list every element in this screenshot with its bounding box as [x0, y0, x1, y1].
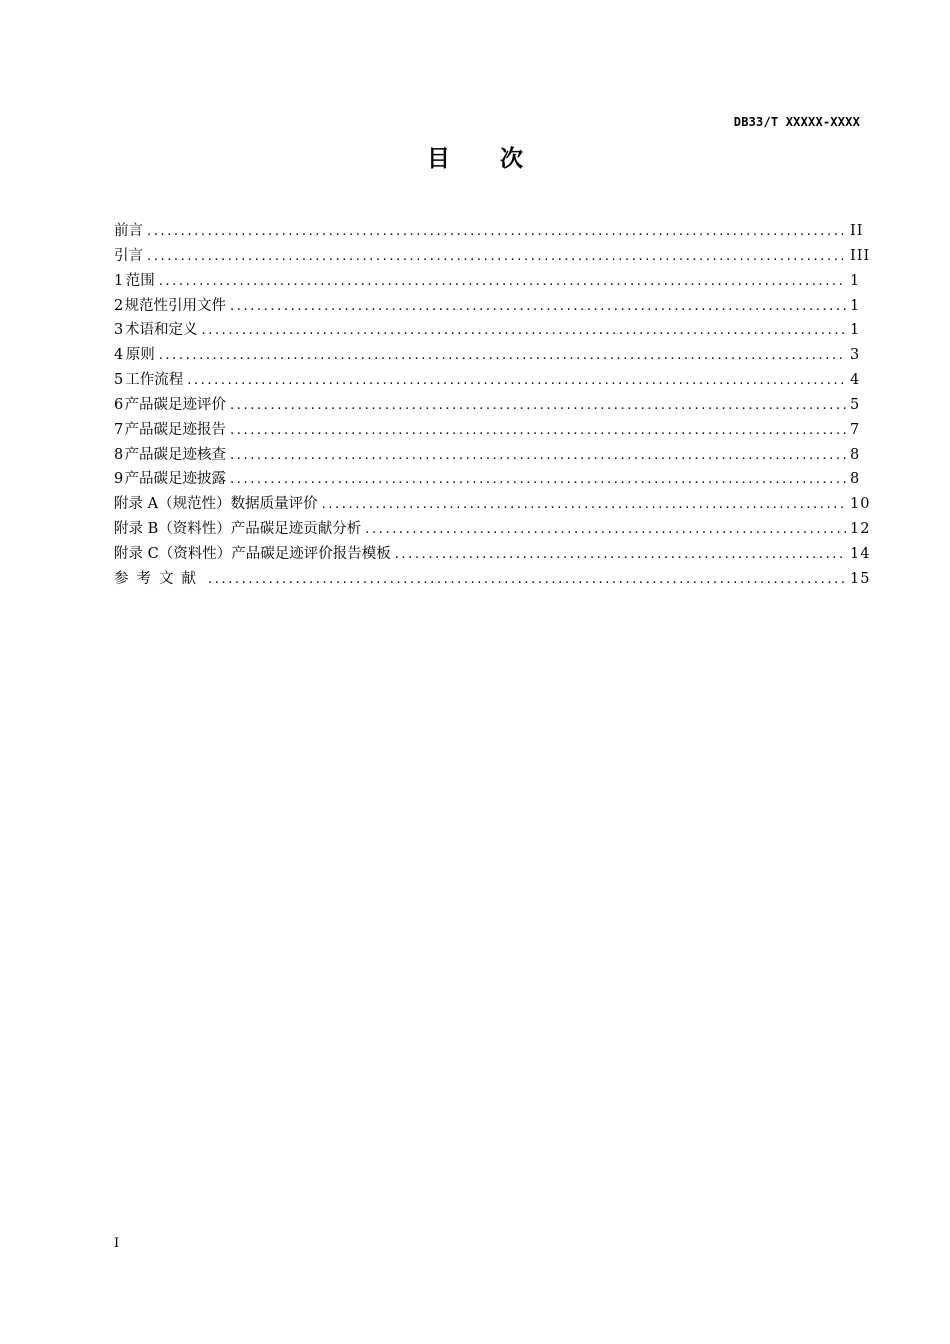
toc-leader [230, 444, 846, 469]
toc-entry-appendix-a[interactable] [114, 492, 871, 517]
toc-leader [230, 295, 846, 320]
toc-label: 术语和定义 [124, 322, 198, 339]
toc-leader [322, 493, 846, 518]
toc-section-number: 4 [114, 347, 124, 364]
toc-label: 产品碳足迹评价报告模板 [231, 545, 391, 562]
toc-page-number: 7 [850, 421, 861, 438]
toc-label: 工作流程 [125, 372, 184, 389]
footer-page-number: I [114, 1236, 120, 1251]
toc-entry-3[interactable] [114, 318, 860, 343]
toc-leader [208, 568, 846, 593]
toc-entry-7[interactable] [114, 418, 860, 443]
toc-page-number: 1 [850, 322, 861, 339]
toc-entry-2[interactable] [114, 294, 860, 319]
toc-leader [230, 394, 846, 419]
toc-section-number: 7 [114, 421, 124, 438]
toc-leader [159, 270, 846, 295]
toc-entry-1[interactable] [114, 269, 860, 294]
toc-section-number: 2 [114, 297, 124, 314]
toc-entry-references[interactable] [114, 567, 871, 592]
toc-leader [147, 220, 846, 245]
toc-page-number: 8 [850, 471, 861, 488]
toc-page-number: 15 [850, 570, 871, 587]
toc-page-number: 4 [850, 372, 861, 389]
toc-entry-9[interactable] [114, 467, 860, 492]
toc-page-number: 5 [850, 396, 861, 413]
toc-label: 产品碳足迹核查 [124, 446, 226, 463]
toc-entry-6[interactable] [114, 393, 860, 418]
toc-page-number: 10 [850, 496, 871, 513]
toc-entry-8[interactable] [114, 443, 860, 468]
toc-page-number: 12 [850, 521, 871, 538]
toc-leader [230, 419, 846, 444]
toc-entry-4[interactable] [114, 343, 860, 368]
toc-page-number: II [850, 223, 864, 239]
toc-label: 前言 [114, 223, 143, 239]
toc-section-number: 1 [114, 272, 124, 289]
toc-entry-foreword[interactable] [114, 219, 864, 244]
toc-entry-5[interactable] [114, 368, 860, 393]
toc-leader [201, 319, 846, 344]
toc-label: 原则 [125, 347, 155, 364]
toc-leader [395, 543, 846, 568]
toc-page-number: 3 [850, 347, 861, 364]
toc-label: 参考文献 [114, 570, 204, 587]
title-char-1: 目 [427, 146, 450, 172]
toc-section-number: 8 [114, 446, 124, 463]
toc-section-number: 6 [114, 396, 124, 413]
toc-leader [159, 344, 846, 369]
toc-label: 引言 [114, 247, 143, 264]
toc-leader [365, 518, 846, 543]
toc-appendix-designation: 附录 A（规范性） [114, 496, 231, 513]
toc-entry-appendix-b[interactable] [114, 517, 871, 542]
page-title [0, 140, 950, 173]
toc-label: 产品碳足迹报告 [124, 421, 226, 438]
toc-page-number: III [850, 247, 871, 264]
toc-label: 范围 [125, 272, 155, 289]
title-char-2: 次 [500, 146, 523, 172]
toc-entry-introduction[interactable] [114, 244, 871, 269]
toc-label: 产品碳足迹披露 [124, 471, 226, 488]
table-of-contents [114, 219, 871, 592]
toc-section-number: 5 [114, 372, 124, 389]
toc-page-number: 1 [850, 272, 861, 289]
toc-page-number: 14 [850, 545, 871, 562]
toc-label: 数据质量评价 [230, 496, 318, 513]
toc-section-number: 9 [114, 471, 124, 488]
toc-section-number: 3 [114, 322, 124, 339]
document-code: DB33/T XXXXX-XXXX [733, 115, 860, 129]
toc-leader [187, 369, 846, 394]
toc-leader [147, 245, 846, 270]
toc-entry-appendix-c[interactable] [114, 542, 871, 567]
toc-page-number: 1 [850, 297, 861, 314]
toc-leader [230, 468, 846, 493]
toc-label: 规范性引用文件 [124, 297, 226, 314]
toc-label: 产品碳足迹评价 [124, 396, 226, 413]
toc-appendix-designation: 附录 C（资料性） [114, 545, 232, 562]
toc-appendix-designation: 附录 B（资料性） [114, 521, 231, 538]
toc-label: 产品碳足迹贡献分析 [230, 521, 362, 538]
toc-page-number: 8 [850, 446, 861, 463]
